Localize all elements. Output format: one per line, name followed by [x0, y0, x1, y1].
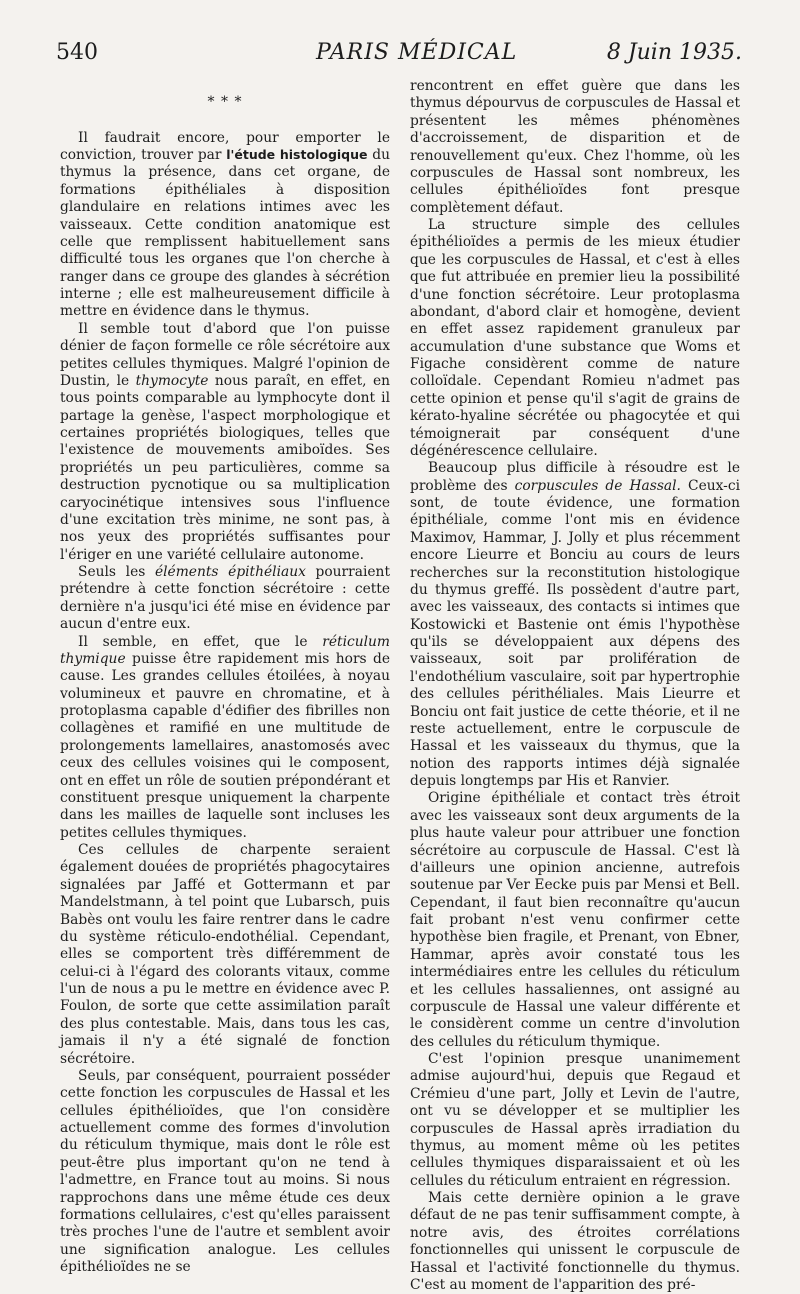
- paragraph-text: Seuls les: [78, 564, 155, 580]
- paragraph: [60, 564, 390, 634]
- journal-title: PARIS MÉDICAL: [316, 40, 518, 65]
- italic-term: éléments épithéliaux: [154, 564, 306, 580]
- paragraph: La structure simple des cellules épithélioïdes a permis de les mieux étudier que les corpuscules de Hassal, et c'est à elles que fut attribuée en premier lieu la possibilité d'une fonction sécrétoire. Leur protoplasma abondant, d'abord clair et homogène, devient en effet assez rapidement granuleux par accumulation d'une substance que Woms et Figache considèrent comme de nature colloïdale. Cependant Romieu n'admet pas cette opinion et pense qu'il s'agit de grains de kérato-hyaline sécrétée ou phagocytée et qui témoignerait par conséquent d'une dégénérescence cellulaire.: [410, 217, 740, 459]
- page-header: [56, 40, 742, 72]
- italic-term: corpuscules de Hassal.: [514, 477, 681, 494]
- paragraph: [60, 634, 390, 843]
- italic-term: réticulum thymique: [60, 633, 390, 667]
- issue-date: 8 Juin 1935.: [606, 40, 742, 65]
- paragraph-text: Il semble tout d'abord que l'on puisse dénier de façon formelle ce rôle sécrétoire aux petites cellules thymiques. Malgré l'opinion de Dustin, le: [60, 320, 390, 389]
- paragraph-text: nous paraît, en effet, en tous points comparable au lymphocyte dont il partage la genèse, l'aspect morphologique et certaines propriétés biologiques, telles que l'existence de mouvements amiboïdes. Ses propriétés un peu particulières, comme sa destruction pycnotique ou sa multiplication caryocinétique intensives sous l'influence d'une excitation très minime, ne sont pas, à nos yeux des propriétés suffisantes pour l'ériger en une variété cellulaire autonome.: [60, 372, 390, 563]
- paragraph: [60, 130, 390, 321]
- paragraph: [60, 321, 390, 564]
- paragraph: Mais cette dernière opinion a le grave défaut de ne pas tenir suffisamment compte, à notre avis, des étroites corrélations fonctionnelles qui unissent le corpuscule de Hassal et l'activité fonctionnelle du thymus. C'est au moment de l'apparition des pré-: [410, 1190, 740, 1293]
- paragraph: [410, 460, 740, 790]
- paragraph-text: Beaucoup plus difficile à résoudre est le problème des: [410, 460, 740, 494]
- left-column: [60, 92, 390, 1276]
- paragraph-text: Il semble, en effet, que le: [78, 633, 323, 650]
- paragraph-text: Ceux-ci sont, de toute évidence, une formation épithéliale, comme l'ont mis en évidence Maximov, Hammar, J. Jolly et plus récemment encore Lieurre et Bonciu au cours de leurs recherches sur la reconstitution histologique du thymus greffé. Ils possèdent d'autre part, avec les vaisseaux, des contacts si intimes que Kostowicki et Bastenie ont émis l'hypothèse qu'ils se développaient aux dépens des vaisseaux, soit par prolifération de l'endothélium vasculaire, soit par hypertrophie des cellules périthéliales. Mais Lieurre et Bonciu ont fait justice de cette théorie, et il ne reste actuellement, entre le corpuscule de Hassal et les vaisseaux du thymus, que la notion des rapports intimes déjà signalée depuis longtemps par His et Ranvier.: [410, 477, 740, 789]
- paragraph: C'est l'opinion presque unanimement admise aujourd'hui, depuis que Regaud et Crémieu d'une part, Jolly et Levin de l'autre, ont vu se développer et se multiplier les corpuscules de Hassal après irradiation du thymus, au moment même où les petites cellules thymiques disparaissaient et où les cellules du réticulum entraient en régression.: [410, 1051, 740, 1189]
- paragraph: Origine épithéliale et contact très étroit avec les vaisseaux sont deux arguments de la plus haute valeur pour attribuer une fonction sécrétoire au corpuscule de Hassal. C'est là d'ailleurs une opinion ancienne, autrefois soutenue par Ver Eecke puis par Mensi et Bell. Cependant, il faut bien reconnaître qu'aucun fait probant n'est venu confirmer cette hypothèse bien fragile, et Prenant, von Ebner, Hammar, après avoir constaté tous les intermédiaires entre les cellules du réticulum et les cellules hassaliennes, ont assigné au corpuscule de Hassal une valeur différente et le considèrent comme un centre d'involution des cellules du réticulum thymique.: [410, 790, 740, 1050]
- paragraph: rencontrent en effet guère que dans les thymus dépourvus de corpuscules de Hassal et présentent les mêmes phénomènes d'accroissement, de disparition et de renouvellement qu'eux. Chez l'homme, où les corpuscules de Hassal sont nombreux, les cellules épithélioïdes font presque complètement défaut.: [410, 78, 740, 216]
- paragraph: Ces cellules de charpente seraient également douées de propriétés phagocytaires signalées par Jaffé et Gottermann et par Mandelstmann, à tel point que Lubarsch, puis Babès ont voulu les faire rentrer dans le cadre du système réticulo-endothélial. Cependant, elles se comportent très différemment de celui-ci à l'égard des colorants vitaux, comme l'un de nous a pu le mettre en évidence avec P. Foulon, de sorte que cette assimilation paraît des plus contestable. Mais, dans tous les cas, jamais il n'y a été signalé de fonction sécrétoire.: [60, 842, 390, 1067]
- section-separator: * * *: [207, 94, 243, 110]
- paragraph-text: puisse être rapidement mis hors de cause. Les grandes cellules étoilées, à noyau volumineux et pauvre en chromatine, et à protoplasma capable d'édifier des fibrilles non collagènes et ramifié en une multitude de prolongements lamellaires, anastomosés avec ceux des cellules voisines qui le composent, ont en effet un rôle de soutien prépondérant et constituent presque uniquement la charpente dans les mailles de laquelle sont incluses les petites cellules thymiques.: [60, 650, 390, 841]
- paragraph-text: du thymus la présence, dans cet organe, de formations épithéliales à disposition glandulaire en relations intimes avec les vaisseaux. Cette condition anatomique est celle que remplissent habituellement sans difficulté tous les organes que l'on cherche à ranger dans ce groupe des glandes à sécrétion interne ; elle est malheureusement difficile à mettre en évidence dans le thymus.: [60, 147, 390, 320]
- right-column: [410, 78, 740, 1294]
- page-number: 540: [56, 40, 98, 65]
- italic-term: thymocyte: [135, 372, 209, 389]
- paragraph-text: pourraient prétendre à cette fonction sécrétoire : cette dernière n'a jusqu'ici été mise en évidence par aucun d'entre eux.: [60, 564, 390, 633]
- paragraph: Seuls, par conséquent, pourraient posséder cette fonction les corpuscules de Hassal et les cellules épithélioïdes, que l'on considère actuellement comme des formes d'involution du réticulum thymique, mais dont le rôle est peut-être plus important qu'on ne tend à l'admettre, en France tout au moins. Si nous rapprochons dans une même étude ces deux formations cellulaires, c'est qu'elles paraissent très proches l'une de l'autre et semblent avoir une signification analogue. Les cellules épithélioïdes ne se: [60, 1067, 390, 1275]
- bold-term: l'étude histologique: [226, 147, 368, 162]
- paragraph-text: Il faudrait encore, pour emporter le conviction, trouver par: [60, 129, 390, 163]
